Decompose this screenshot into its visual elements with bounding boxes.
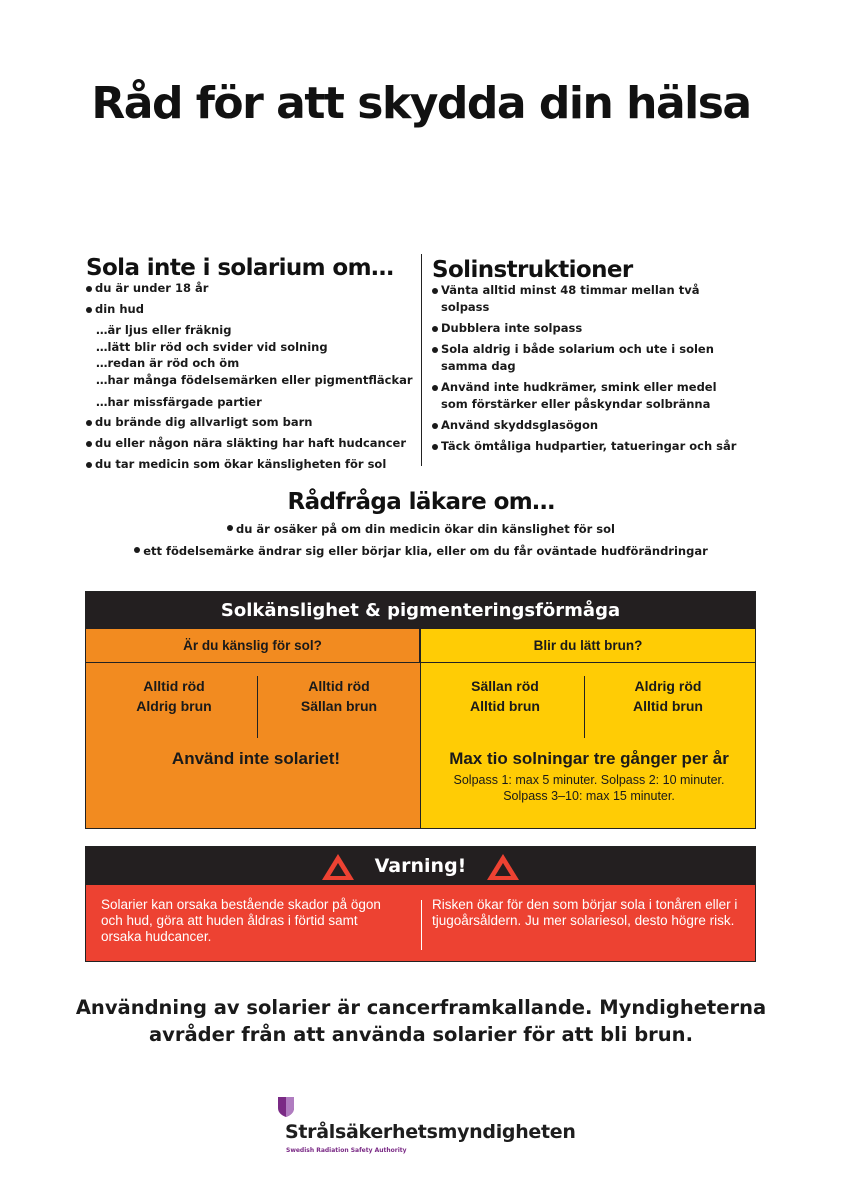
sola-inte-list-2	[86, 414, 416, 473]
varning-right-text: Risken ökar för den som börjar sola i tonåren eller i tjugoårsåldern. Ju mer solariesol, desto högre risk.	[432, 897, 738, 928]
solinstruktioner-heading: Solinstruktioner	[432, 257, 633, 283]
solinstruktioner-section	[432, 257, 762, 455]
column-divider	[421, 254, 422, 466]
varning-box	[85, 846, 756, 962]
cancer-statement: Användning av solarier är cancerframkallande. Myndigheterna avråder från att använda solarier för att bli brun.	[75, 996, 767, 1046]
list-item: du eller någon nära släkting har haft hudcancer	[86, 435, 416, 452]
sola-inte-list	[86, 280, 416, 318]
varning-heading: Varning!	[374, 855, 467, 877]
agency-logo-subtitle: Swedish Radiation Safety Authority	[286, 1147, 407, 1154]
varning-divider	[421, 900, 422, 950]
bullet-icon	[86, 441, 92, 447]
skin-type-2: Alltid röd Sällan brun	[300, 678, 378, 714]
list-item: ett födelsemärke ändrar sig eller börjar klia, eller om du får oväntade hudförändringar	[0, 540, 842, 562]
sensitive-column	[86, 629, 421, 828]
list-item: Vänta alltid minst 48 timmar mellan två solpass	[432, 282, 737, 316]
list-item: Använd inte hudkrämer, smink eller medel som förstärker eller påskyndar solbränna	[432, 379, 737, 413]
sola-inte-section	[86, 255, 416, 473]
list-item: Sola aldrig i både solarium och ute i solen samma dag	[432, 341, 737, 375]
list-item: din hud	[86, 301, 416, 318]
bullet-icon	[134, 547, 140, 553]
bullet-icon	[432, 326, 438, 332]
bullet-icon	[432, 423, 438, 429]
tans-column	[421, 629, 755, 828]
sub-list-item: …lätt blir röd och svider vid solning	[96, 339, 328, 354]
list-item: Använd skyddsglasögon	[432, 417, 737, 434]
sola-inte-heading: Sola inte i solarium om…	[86, 255, 394, 281]
session-limits: Solpass 1: max 5 minuter. Solpass 2: 10 minuter. Solpass 3–10: max 15 minuter.	[453, 773, 725, 803]
list-item: du är osäker på om din medicin ökar din känslighet för sol	[0, 518, 842, 540]
shield-logo-icon	[277, 1096, 295, 1118]
agency-logo-name: Strålsäkerhetsmyndigheten	[285, 1121, 576, 1143]
bullet-icon	[86, 420, 92, 426]
sub-list-item: …har missfärgade partier	[96, 395, 262, 409]
radfraga-list	[0, 518, 842, 562]
radfraga-heading: Rådfråga läkare om…	[287, 489, 555, 515]
bullet-icon	[86, 307, 92, 313]
bullet-icon	[432, 444, 438, 450]
sub-list-item: …är ljus eller fräknig	[96, 323, 232, 337]
sub-list-item: …har många födelsemärken eller pigmentfläckar	[96, 372, 413, 387]
varning-left-text: Solarier kan orsaka bestående skador på ögon och hud, göra att huden åldras i förtid samt orsaka hudcancer.	[101, 897, 381, 944]
skin-type-4: Aldrig röd Alltid brun	[633, 678, 703, 714]
sensitive-subheading: Är du känslig för sol?	[86, 629, 420, 663]
page-title: Råd för att skydda din hälsa	[91, 78, 751, 129]
bullet-icon	[227, 525, 233, 531]
list-item: du är under 18 år	[86, 280, 416, 297]
tans-subheading: Blir du lätt brun?	[421, 629, 755, 663]
hud-sublist	[96, 322, 416, 411]
bullet-icon	[432, 347, 438, 353]
list-item: Dubblera inte solpass	[432, 320, 737, 337]
sub-list-item: …redan är röd och öm	[96, 356, 240, 370]
bullet-icon	[86, 286, 92, 292]
warning-triangle-icon	[485, 852, 521, 882]
bullet-icon	[432, 385, 438, 391]
solkanslighet-heading: Solkänslighet & pigmenteringsförmåga	[86, 592, 755, 629]
solinstruktioner-list	[432, 282, 737, 455]
solkanslighet-box	[85, 591, 756, 829]
list-item: du brände dig allvarligt som barn	[86, 414, 416, 431]
bullet-icon	[432, 288, 438, 294]
skin-type-1: Alltid röd Aldrig brun	[136, 678, 212, 714]
tans-advice: Max tio solningar tre gånger per år	[449, 749, 729, 768]
list-item: du tar medicin som ökar känsligheten för sol	[86, 456, 416, 473]
bullet-icon	[86, 462, 92, 468]
sensitive-advice: Använd inte solariet!	[171, 749, 341, 768]
list-item: Täck ömtåliga hudpartier, tatueringar och sår	[432, 438, 737, 455]
skin-type-3: Sällan röd Alltid brun	[470, 678, 540, 714]
